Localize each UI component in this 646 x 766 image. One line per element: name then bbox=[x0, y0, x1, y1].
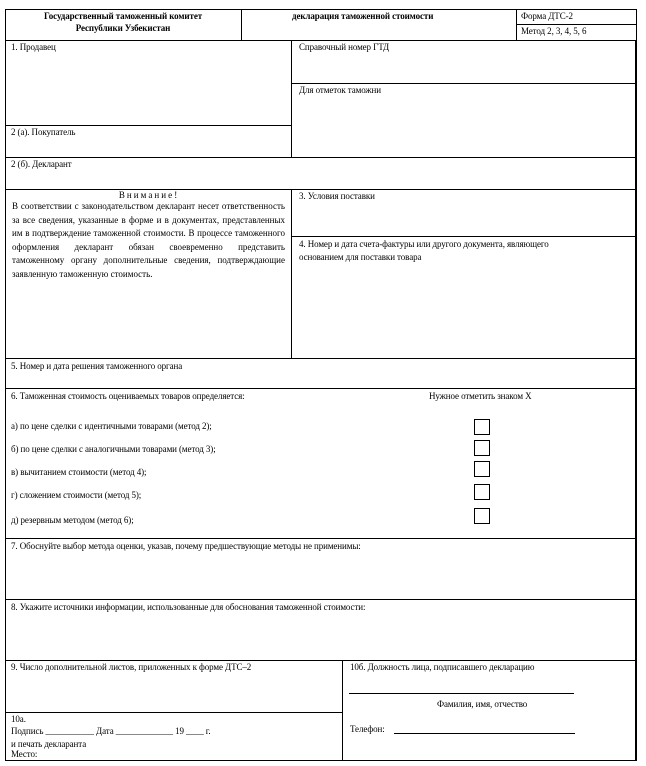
buyer-field[interactable]: 2 (а). Покупатель bbox=[11, 127, 76, 137]
method-3-label: б) по цене сделки с аналогичными товарами (метод 3); bbox=[11, 444, 216, 454]
method-4-label: в) вычитанием стоимости (метод 4); bbox=[11, 467, 147, 477]
signature-date-line[interactable]: Подпись ___________ Дата _____________ 19 ____ г. bbox=[11, 726, 211, 736]
divider-section6-top bbox=[5, 388, 637, 389]
method-3-checkbox[interactable] bbox=[474, 440, 490, 456]
delivery-terms-field[interactable]: 3. Условия поставки bbox=[299, 191, 375, 201]
vertical-divider-bottom bbox=[342, 660, 343, 761]
warning-text: В соответствии с законодательством декларант несет ответственность за все сведения, указанные в форме и в документах, представленных им в подтверждение таможенной стоимости. В процессе таможенного оформления декларант обязан своевременно представить таможенному органу дополнительные сведения, подтверждающие заявленную таможенную стоимость. bbox=[12, 201, 285, 279]
divider-section5-top bbox=[5, 358, 637, 359]
form-methods: Метод 2, 3, 4, 5, 6 bbox=[521, 26, 587, 36]
vertical-divider-top bbox=[291, 40, 292, 158]
phone-input-line[interactable] bbox=[394, 725, 575, 734]
customs-marks-field: Для отметок таможни bbox=[299, 85, 381, 95]
s10a-label: 10а. bbox=[11, 714, 26, 724]
method-2-checkbox[interactable] bbox=[474, 419, 490, 435]
document-title: декларация таможенной стоимости bbox=[292, 11, 434, 21]
mark-instruction: Нужное отметить знаком Х bbox=[429, 391, 532, 401]
invoice-label-line2: основанием для поставки товара bbox=[299, 252, 422, 262]
phone-caption: Телефон: bbox=[350, 724, 385, 734]
divider-seller-buyer bbox=[5, 125, 292, 126]
declarant-field[interactable]: 2 (б). Декларант bbox=[11, 159, 72, 169]
method-6-checkbox[interactable] bbox=[474, 508, 490, 524]
authority-name: Государственный таможенный комитет bbox=[43, 11, 203, 21]
customs-decision-field[interactable]: 5. Номер и дата решения таможенного органа bbox=[11, 361, 183, 371]
signatory-position-label: 10б. Должность лица, подписавшего декларацию bbox=[350, 662, 535, 672]
info-sources-field[interactable]: 8. Укажите источники информации, использованные для обоснования таможенной стоимости: bbox=[11, 602, 366, 612]
warning-title: В н и м а н и е ! bbox=[118, 190, 178, 200]
method-6-label: д) резервным методом (метод 6); bbox=[11, 515, 134, 525]
form-name: Форма ДТС-2 bbox=[521, 11, 573, 21]
divider-gtd-customs bbox=[291, 83, 637, 84]
signatory-name-line[interactable] bbox=[349, 686, 574, 694]
method-5-checkbox[interactable] bbox=[474, 484, 490, 500]
seller-field[interactable]: 1. Продавец bbox=[11, 42, 56, 52]
full-name-caption: Фамилия, имя, отчество bbox=[437, 699, 528, 709]
divider-section10a-top bbox=[5, 712, 343, 713]
method-4-checkbox[interactable] bbox=[474, 461, 490, 477]
divider-section8-top bbox=[5, 599, 637, 600]
invoice-field[interactable] bbox=[292, 264, 636, 357]
place-label: Место: bbox=[11, 749, 38, 759]
declarant-stamp-label: и печать декларанта bbox=[11, 739, 87, 749]
header-form-divider bbox=[516, 24, 637, 25]
divider-terms-invoice bbox=[291, 236, 637, 237]
invoice-label-line1: 4. Номер и дата счета-фактуры или другого документа, являющего bbox=[299, 239, 549, 249]
valuation-heading: 6. Таможенная стоимость оцениваемых товаров определяется: bbox=[11, 391, 245, 401]
method-5-label: г) сложением стоимости (метод 5); bbox=[11, 490, 142, 500]
gtd-reference-field[interactable]: Справочный номер ГТД bbox=[299, 42, 390, 52]
divider-section9-top bbox=[5, 660, 637, 661]
authority-country: Республики Узбекистан bbox=[75, 23, 171, 33]
method-justification-field[interactable]: 7. Обоснуйте выбор метода оценки, указав, почему предшествующие методы не применимы: bbox=[11, 541, 361, 551]
method-2-label: а) по цене сделки с идентичными товарами (метод 2); bbox=[11, 421, 212, 431]
divider-section7-top bbox=[5, 538, 637, 539]
extra-sheets-field[interactable]: 9. Число дополнительной листов, приложенных к форме ДТС–2 bbox=[11, 662, 252, 672]
divider-declarant-top bbox=[5, 157, 637, 158]
